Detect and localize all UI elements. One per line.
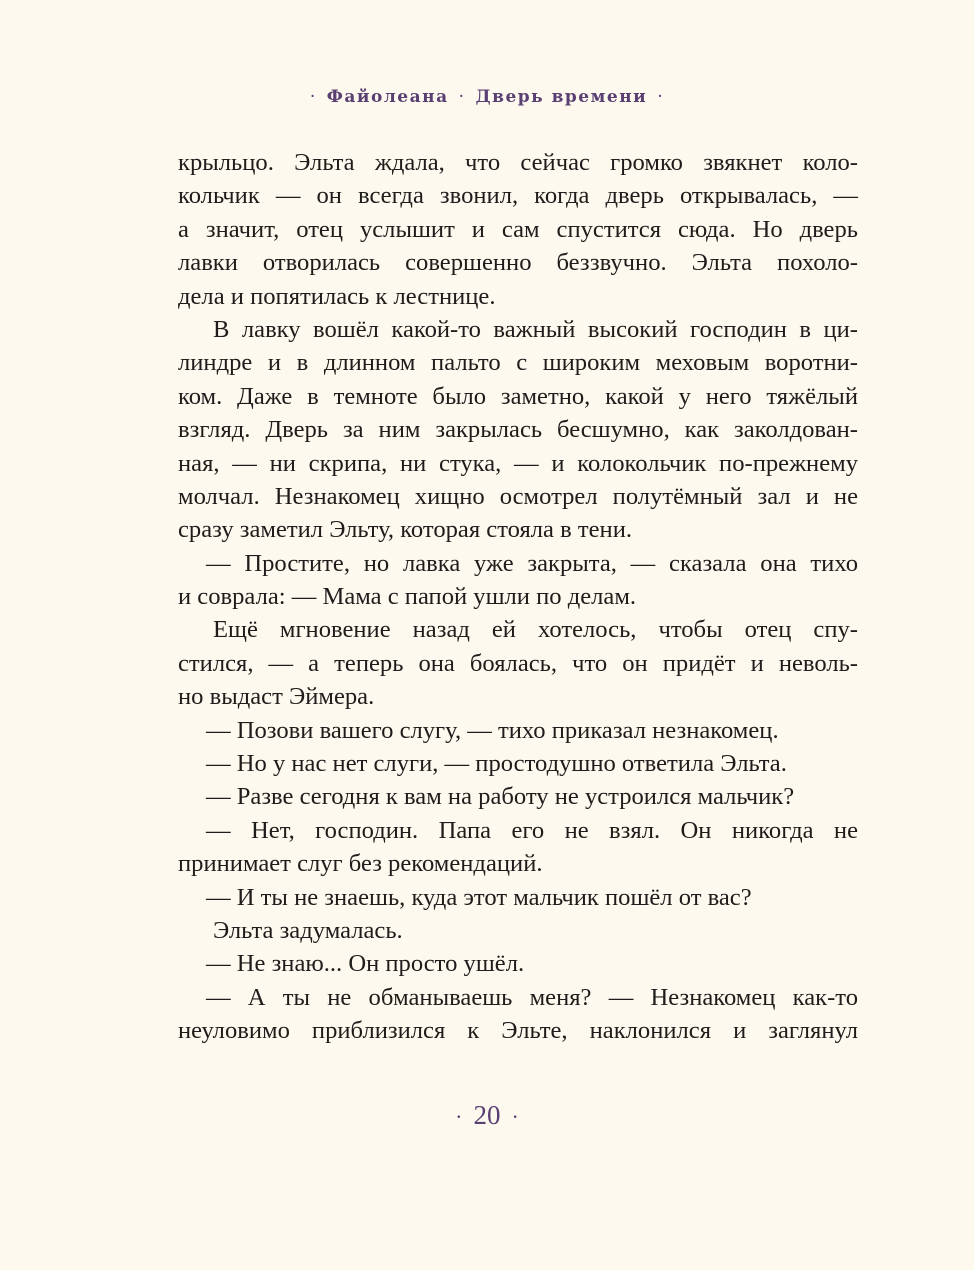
text-line: но выдаст Эймера. bbox=[178, 683, 375, 711]
running-head bbox=[0, 87, 974, 107]
text-line: стился, — а теперь она боялась, что он придёт и неволь- bbox=[178, 649, 858, 677]
text-line: — Нет, господин. Папа его не взял. Он никогда не bbox=[206, 816, 858, 844]
text-line: кольчик — он всегда звонил, когда дверь открывалась, — bbox=[178, 182, 858, 210]
page-number-value: 20 bbox=[473, 1100, 501, 1130]
separator-dot: · bbox=[455, 1104, 463, 1129]
text-line: — Но у нас нет слуги, — простодушно ответила Эльта. bbox=[206, 750, 787, 778]
text-line: ная, — ни скрипа, ни стука, — и колокольчик по-прежнему bbox=[178, 449, 858, 477]
text-line: — Не знаю... Он просто ушёл. bbox=[206, 950, 525, 978]
text-line: ком. Даже в темноте было заметно, какой у него тяжёлый bbox=[178, 382, 858, 410]
text-line: — Разве сегодня к вам на работу не устроился мальчик? bbox=[206, 783, 795, 811]
text-line: принимает слуг без рекомендаций. bbox=[178, 850, 543, 878]
body-text bbox=[178, 146, 858, 1048]
running-head-title: Дверь времени bbox=[475, 87, 648, 107]
text-line: — Простите, но лавка уже закрыта, — сказала она тихо bbox=[206, 549, 858, 577]
text-line: лавки отворилась совершенно беззвучно. Эльта похоло- bbox=[178, 249, 858, 277]
text-line: и соврала: — Мама с папой ушли по делам. bbox=[178, 583, 637, 611]
separator-dot: · bbox=[657, 87, 665, 107]
text-line: — А ты не обманываешь меня? — Незнакомец как-то bbox=[206, 983, 858, 1011]
running-head-author: Файолеана bbox=[326, 87, 449, 107]
separator-dot: · bbox=[511, 1104, 519, 1129]
text-line: В лавку вошёл какой-то важный высокий господин в ци- bbox=[213, 315, 858, 343]
text-line: Ещё мгновение назад ей хотелось, чтобы отец спу- bbox=[213, 616, 858, 644]
text-line: неуловимо приблизился к Эльте, наклонился и заглянул bbox=[178, 1017, 858, 1045]
text-line: взгляд. Дверь за ним закрылась бесшумно, как заколдован- bbox=[178, 416, 858, 444]
text-line: молчал. Незнакомец хищно осмотрел полутёмный зал и не bbox=[178, 482, 858, 510]
text-line: — И ты не знаешь, куда этот мальчик пошёл от вас? bbox=[206, 883, 752, 911]
page-number bbox=[0, 1100, 974, 1131]
text-line: а значит, отец услышит и сам спустится сюда. Но дверь bbox=[178, 215, 858, 243]
text-line: — Позови вашего слугу, — тихо приказал незнакомец. bbox=[206, 716, 779, 744]
text-line: сразу заметил Эльту, которая стояла в тени. bbox=[178, 516, 633, 544]
text-line: линдре и в длинном пальто с широким меховым воротни- bbox=[178, 349, 858, 377]
separator-dot: · bbox=[309, 87, 317, 107]
separator-dot: · bbox=[458, 87, 466, 107]
text-line: Эльта задумалась. bbox=[213, 916, 403, 944]
text-line: дела и попятилась к лестнице. bbox=[178, 282, 496, 310]
text-line: крыльцо. Эльта ждала, что сейчас громко звякнет коло- bbox=[178, 149, 858, 176]
